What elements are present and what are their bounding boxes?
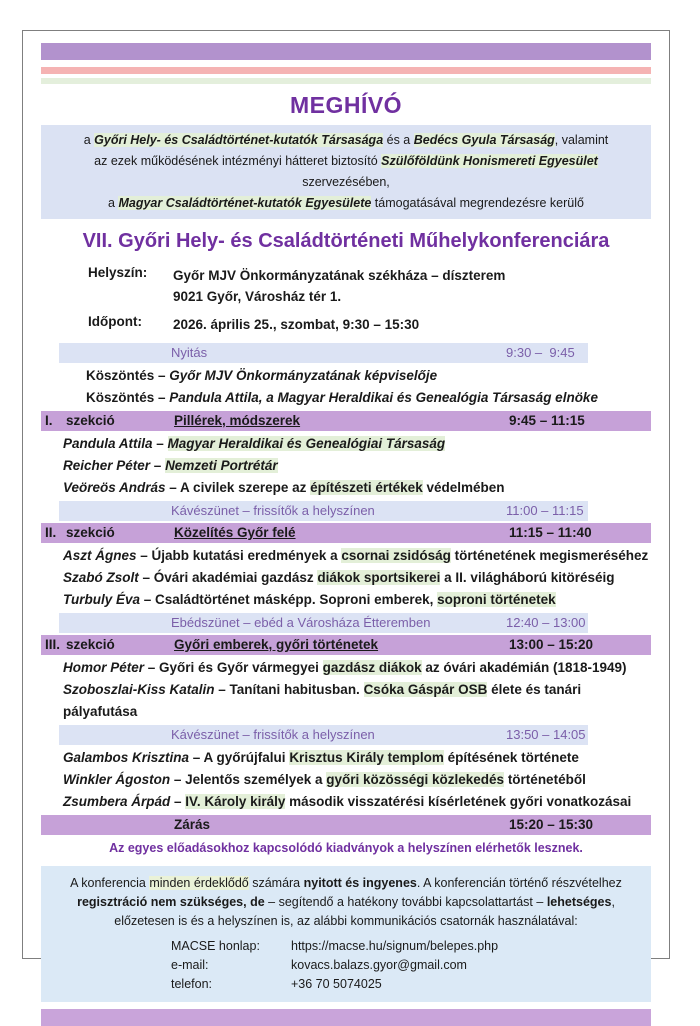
program-talk-row	[41, 747, 651, 769]
text-segment: – Családtörténet másképp. Soproni emberek,	[140, 592, 438, 607]
text-segment: . A konferencián történő részvételhez	[416, 876, 622, 890]
section-word: szekció	[66, 525, 115, 540]
green-stripe	[41, 78, 651, 84]
contact-value	[291, 956, 467, 975]
text-segment: minden érdeklődő	[149, 876, 249, 890]
text-segment: Galambos Krisztina	[63, 750, 190, 765]
text-line	[49, 151, 643, 193]
text-segment: számára	[248, 876, 304, 890]
text-segment: szervezésében,	[302, 175, 390, 189]
text-segment: –	[170, 794, 186, 809]
text-segment: Reicher Péter	[63, 458, 151, 473]
text-segment: – Tanítani habitusban.	[214, 682, 364, 697]
text-segment: Csóka Gáspár OSB	[363, 682, 488, 697]
contact-email-link[interactable]: kovacs.balazs.gyor@gmail.com	[291, 958, 467, 972]
publications-note: Az egyes előadásokhoz kapcsolódó kiadványok a helyszínen elérhetők lesznek.	[109, 841, 583, 855]
break-label: Ebédszünet – ebéd a Városháza Étteremben	[171, 615, 431, 630]
text-segment: az óvári akadémián (1818-1949)	[421, 660, 627, 675]
conference-title: VII. Győri Hely- és Családtörténeti Műhelykonferenciára	[82, 230, 610, 252]
text-segment: – Jelentős személyek a	[170, 772, 327, 787]
location-line1: Győr MJV Önkormányzatának székháza – díszterem	[173, 268, 506, 283]
text-segment: Turbuly Éva	[63, 592, 141, 607]
text-segment: A konferencia	[70, 876, 150, 890]
location-line2: 9021 Győr, Városház tér 1.	[173, 289, 342, 304]
pink-stripe	[41, 67, 651, 74]
text-segment: Krisztus Király templom	[289, 750, 444, 765]
text-segment: második visszatérési kísérletének győri vonatkozásai	[285, 794, 632, 809]
text-segment: csornai zsidóság	[341, 548, 451, 563]
section-time: 11:15 – 11:40	[509, 525, 592, 540]
closing-label: Zárás	[174, 817, 211, 832]
text-segment: Veöreös András	[63, 480, 166, 495]
program-talk-row	[41, 387, 651, 409]
text-segment: történetének megismeréséhez	[450, 548, 649, 563]
text-segment: , valamint	[554, 133, 609, 147]
text-segment: Bedécs Gyula Társaság	[413, 133, 555, 147]
text-segment: támogatásával megrendezésre kerülő	[371, 196, 584, 210]
section-number: I.	[45, 413, 53, 428]
break-time: 12:40 – 13:00	[506, 615, 586, 630]
text-segment: Zsumbera Árpád	[63, 794, 171, 809]
text-segment: –	[150, 458, 166, 473]
section-title: Pillérek, módszerek	[174, 413, 301, 428]
location-label: Helyszín:	[88, 265, 148, 280]
contact-row	[171, 956, 639, 975]
text-segment: Szabó Zsolt	[63, 570, 139, 585]
program-talk-row	[41, 433, 651, 455]
location-value	[173, 265, 505, 307]
program-talk-row	[41, 589, 651, 611]
text-segment: győri közösségi közlekedés	[326, 772, 505, 787]
location-row	[41, 265, 651, 307]
text-segment: Győri Hely- és Családtörténet-kutatók Társasága	[94, 133, 384, 147]
program-talk-row	[41, 769, 651, 791]
program-section-row	[41, 523, 651, 543]
text-segment: Nemzeti Portrétár	[165, 458, 278, 473]
text-segment: gazdász diákok	[322, 660, 422, 675]
bottom-purple-bar	[41, 1009, 651, 1026]
contact-row	[171, 975, 639, 994]
program-talk-row	[41, 567, 651, 589]
text-line	[49, 130, 643, 151]
section-word: szekció	[66, 637, 115, 652]
contact-value	[291, 937, 498, 956]
text-segment: ,	[611, 895, 615, 909]
contact-label: telefon:	[171, 977, 213, 991]
break-label: Kávészünet – frissítők a helyszínen	[171, 503, 375, 518]
text-segment: Pandula Attila, a Magyar Heraldikai és Genealógia Társaság elnöke	[169, 390, 598, 405]
section-time: 9:45 – 11:15	[509, 413, 585, 428]
text-segment: a	[108, 196, 119, 210]
program-break-row	[59, 501, 588, 521]
contact-value: +36 70 5074025	[291, 977, 382, 991]
program-talk-row	[41, 455, 651, 477]
registration-paragraph	[53, 874, 639, 931]
section-number: III.	[45, 637, 61, 652]
program-break-row	[59, 725, 588, 745]
section-title: Győri emberek, győri történetek	[174, 637, 379, 652]
organizers-intro-box	[41, 125, 651, 219]
section-time: 13:00 – 15:20	[509, 637, 594, 652]
break-label: Kávészünet – frissítők a helyszínen	[171, 727, 375, 742]
datetime-label: Időpont:	[88, 314, 142, 329]
text-segment: a II. világháború kitöréséig	[440, 570, 615, 585]
datetime-row	[41, 314, 651, 335]
text-segment: építészeti értékek	[310, 480, 423, 495]
contact-label: e-mail:	[171, 958, 209, 972]
text-segment: előzetesen is és a helyszínen is, az alábbi kommunikációs csatornák használatával:	[114, 914, 578, 928]
text-segment: –	[152, 436, 168, 451]
text-segment: az ezek működésének intézményi hátteret biztosító	[94, 154, 382, 168]
text-segment: Magyar Heraldikai és Genealógiai Társaság	[167, 436, 446, 451]
event-info-block	[41, 265, 651, 335]
section-number: II.	[45, 525, 57, 540]
text-segment: diákok sportsikerei	[317, 570, 441, 585]
invitation-heading: MEGHÍVÓ	[289, 92, 403, 118]
text-segment: – A civilek szerepe az	[165, 480, 311, 495]
program-talk-row	[41, 791, 651, 813]
text-segment: történetéből	[504, 772, 586, 787]
program-closing-row	[41, 815, 651, 835]
break-label: Nyitás	[171, 345, 208, 360]
text-segment: – A győrújfalui	[189, 750, 290, 765]
program-schedule	[41, 343, 651, 835]
section-title: Közelítés Győr felé	[174, 525, 296, 540]
program-talk-row	[41, 657, 651, 679]
break-time: 9:30 – 9:45	[506, 345, 575, 360]
text-line	[53, 912, 639, 931]
program-talk-row	[41, 545, 651, 567]
top-purple-bar	[41, 43, 651, 60]
program-break-row	[59, 613, 588, 633]
contact-rows	[171, 937, 639, 994]
text-segment: Köszöntés –	[86, 390, 170, 405]
text-segment: élete és tanári pályafutása	[63, 682, 582, 719]
text-segment: Aszt Ágnes	[63, 548, 137, 563]
contact-url-link[interactable]: https://macse.hu/signum/belepes.php	[291, 939, 499, 953]
text-segment: IV. Károly király	[185, 794, 286, 809]
text-line	[53, 893, 639, 912]
contact-label: MACSE honlap:	[171, 939, 260, 953]
text-segment: regisztráció nem szükséges, de	[77, 895, 265, 909]
contact-row	[171, 937, 639, 956]
break-time: 13:50 – 14:05	[506, 727, 586, 742]
text-segment: nyitott és ingyenes	[303, 876, 417, 890]
program-talk-row	[41, 679, 651, 723]
text-segment: lehetséges	[546, 895, 612, 909]
datetime-value: 2026. április 25., szombat, 9:30 – 15:30	[173, 317, 420, 332]
text-segment: Szülőföldünk Honismereti Egyesület	[381, 154, 598, 168]
section-word: szekció	[66, 413, 115, 428]
break-time: 11:00 – 11:15	[506, 503, 584, 518]
closing-time: 15:20 – 15:30	[509, 817, 594, 832]
text-segment: a	[83, 133, 95, 147]
text-segment: Magyar Családtörténet-kutatók Egyesülete	[118, 196, 372, 210]
text-segment: Winkler Ágoston	[63, 772, 171, 787]
text-segment: és a	[383, 133, 414, 147]
text-line	[53, 874, 639, 893]
text-segment: soproni történetek	[437, 592, 556, 607]
text-segment: – Győri és Győr vármegyei	[144, 660, 323, 675]
text-segment: védelmében	[422, 480, 505, 495]
text-segment: építésének története	[443, 750, 579, 765]
program-talk-row	[41, 477, 651, 499]
program-break-row	[59, 343, 588, 363]
program-section-row	[41, 635, 651, 655]
program-talk-row	[41, 365, 651, 387]
text-segment: Pandula Attila	[63, 436, 153, 451]
program-section-row	[41, 411, 651, 431]
text-segment: Szoboszlai-Kiss Katalin	[63, 682, 215, 697]
text-segment: Győr MJV Önkormányzatának képviselője	[169, 368, 438, 383]
text-segment: Köszöntés –	[86, 368, 170, 383]
text-segment: – Óvári akadémiai gazdász	[138, 570, 318, 585]
text-segment: – segítendő a hatékony további kapcsolattartást –	[264, 895, 547, 909]
text-segment: – Újabb kutatási eredmények a	[136, 548, 342, 563]
text-segment: Homor Péter	[63, 660, 145, 675]
invitation-page	[22, 30, 670, 991]
text-line	[49, 193, 643, 214]
registration-contact-box	[41, 866, 651, 1002]
